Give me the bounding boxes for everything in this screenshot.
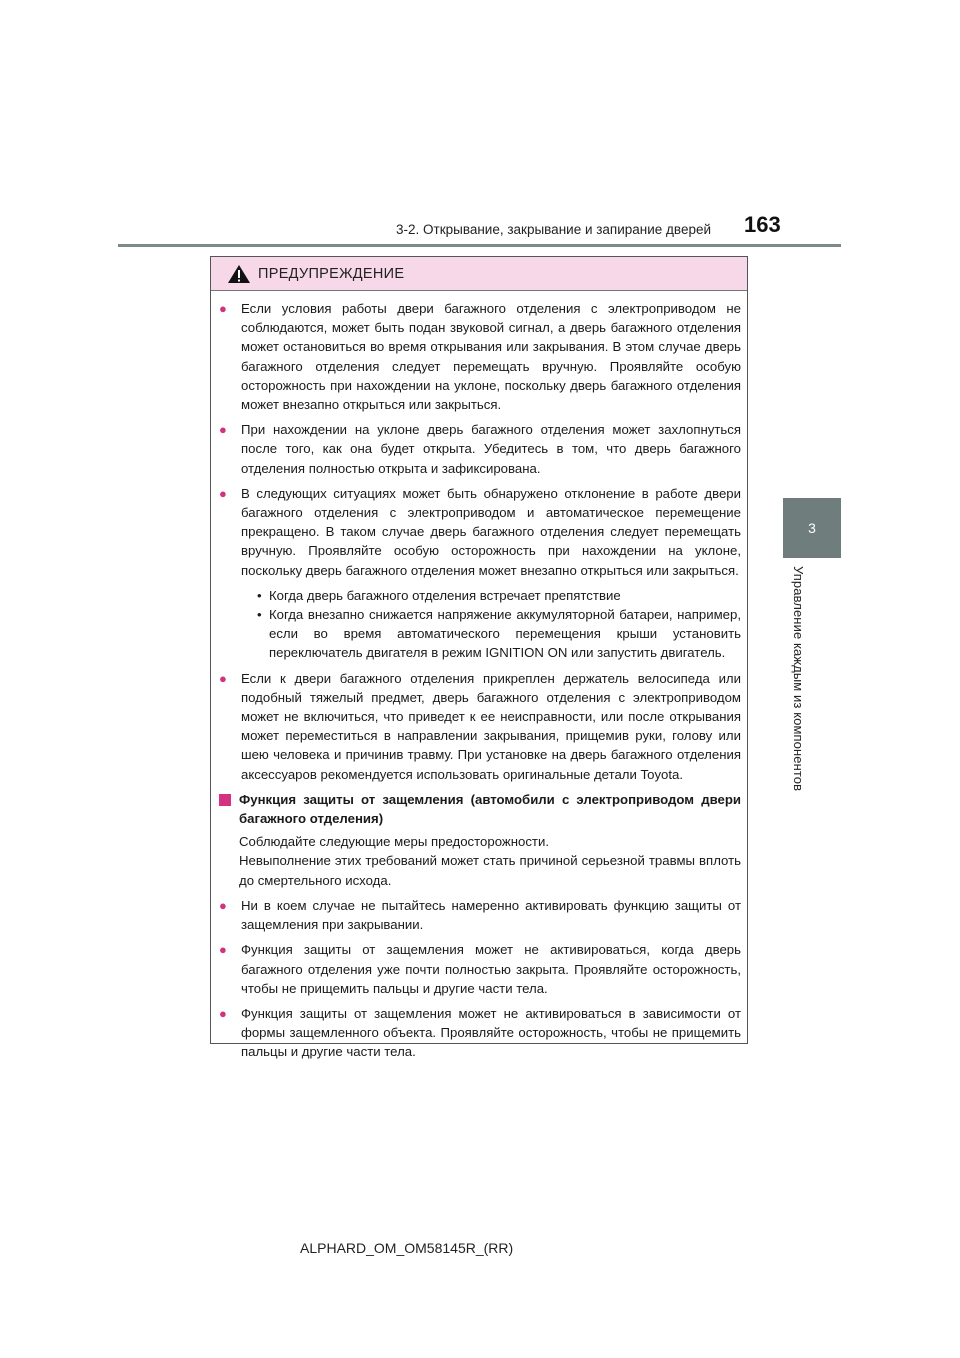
section-para-2: Невыполнение этих требований может стать причиной серьезной травмы вплоть до смертельного исхода. — [239, 853, 741, 888]
sub-list — [257, 586, 741, 663]
bullet-circle-icon: ● — [219, 422, 227, 438]
warning-body — [211, 291, 747, 1062]
warning-triangle-icon — [227, 264, 251, 284]
list-item — [219, 1004, 741, 1062]
header-section-title: 3-2. Открывание, закрывание и запирание дверей — [396, 222, 712, 237]
bullet-text: Если к двери багажного отделения прикреплен держатель велосипеда или подобный тяжелый предмет, дверь багажного отделения с электроприводом может не включиться, что приведет к ее неисправности, или после открывания может переместиться в направлении закрывания, прищемив руки, голову или шею человека и причинив травму. При установке на дверь багажного отделения аксессуаров рекомендуется использовать оригинальные детали Toyota. — [241, 670, 741, 782]
sub-item-text: Когда дверь багажного отделения встречает препятствие — [269, 587, 621, 603]
bullet-text: Функция защиты от защемления может не активироваться в зависимости от формы защемленного объекта. Проявляйте осторожность, чтобы не прищемить пальцы и другие части тела. — [241, 1005, 741, 1060]
sub-bullet-icon: • — [257, 587, 262, 603]
header-rule — [118, 244, 841, 247]
section-paragraph — [239, 832, 741, 890]
sub-bullet-icon: • — [257, 607, 262, 623]
list-item — [219, 669, 741, 784]
footer-doc-id: ALPHARD_OM_OM58145R_(RR) — [300, 1240, 514, 1256]
sub-item-text: Когда внезапно снижается напряжение аккумуляторной батареи, например, если во время автоматического перемещения крыши установить переключатель двигателя в режим IGNITION ON или запустить двигатель. — [269, 607, 741, 661]
bullet-text: В следующих ситуациях может быть обнаружено отклонение в работе двери багажного отделения с электроприводом и автоматическое перемещение прекращено. В таком случае дверь багажного отделения следует перемещать вручную. Проявляйте особую осторожность при нахождении на уклоне, поскольку дверь багажного отделения может внезапно открыться или закрыться. — [241, 485, 741, 578]
list-item — [219, 484, 741, 580]
page-number: 163 — [744, 212, 781, 237]
section-para-1: Соблюдайте следующие меры предосторожности. — [239, 834, 549, 850]
bullet-circle-icon: ● — [219, 942, 227, 958]
chapter-title: Управление каждым из компонентов — [791, 566, 806, 792]
square-marker-icon — [219, 794, 231, 806]
bullet-circle-icon: ● — [219, 485, 227, 501]
bullet-text: Ни в коем случае не пытайтесь намеренно активировать функцию защиты от защемления при закрывании. — [241, 897, 741, 933]
section-heading-text: Функция защиты от защемления (автомобили с электроприводом двери багажного отделения) — [239, 791, 741, 827]
list-item — [219, 299, 741, 414]
warning-title: ПРЕДУПРЕЖДЕНИЕ — [258, 265, 405, 282]
bullet-circle-icon: ● — [219, 670, 227, 686]
list-item — [219, 420, 741, 478]
bullet-text: Функция защиты от защемления может не активироваться, когда дверь багажного отделения уже почти полностью закрыта. Проявляйте осторожность, чтобы не прищемить пальцы и другие части тела. — [241, 942, 741, 996]
bullet-circle-icon: ● — [219, 1005, 227, 1021]
warning-box — [210, 256, 748, 1060]
chapter-tab: 3 — [783, 498, 841, 558]
bullet-text: При нахождении на уклоне дверь багажного отделения может захлопнуться после того, как она будет открыта. Убедитесь в том, что дверь багажного отделения полностью открыта и зафиксирована. — [241, 422, 741, 476]
bullet-text: Если условия работы двери багажного отделения с электроприводом не соблюдаются, может быть подан звуковой сигнал, а дверь багажного отделения может остановиться во время открывания или закрывания. В этом случае дверь багажного отделения следует перемещать вручную. Проявляйте особую осторожность при нахождении на уклоне, поскольку дверь багажного отделения может внезапно открыться или закрыться. — [241, 301, 741, 413]
section-heading — [219, 790, 741, 828]
bullet-circle-icon: ● — [219, 897, 227, 913]
bullet-circle-icon: ● — [219, 301, 227, 316]
warning-header — [211, 257, 747, 291]
sub-list-item — [257, 605, 741, 663]
list-item — [219, 896, 741, 934]
sub-list-item — [257, 586, 741, 605]
list-item — [219, 940, 741, 998]
